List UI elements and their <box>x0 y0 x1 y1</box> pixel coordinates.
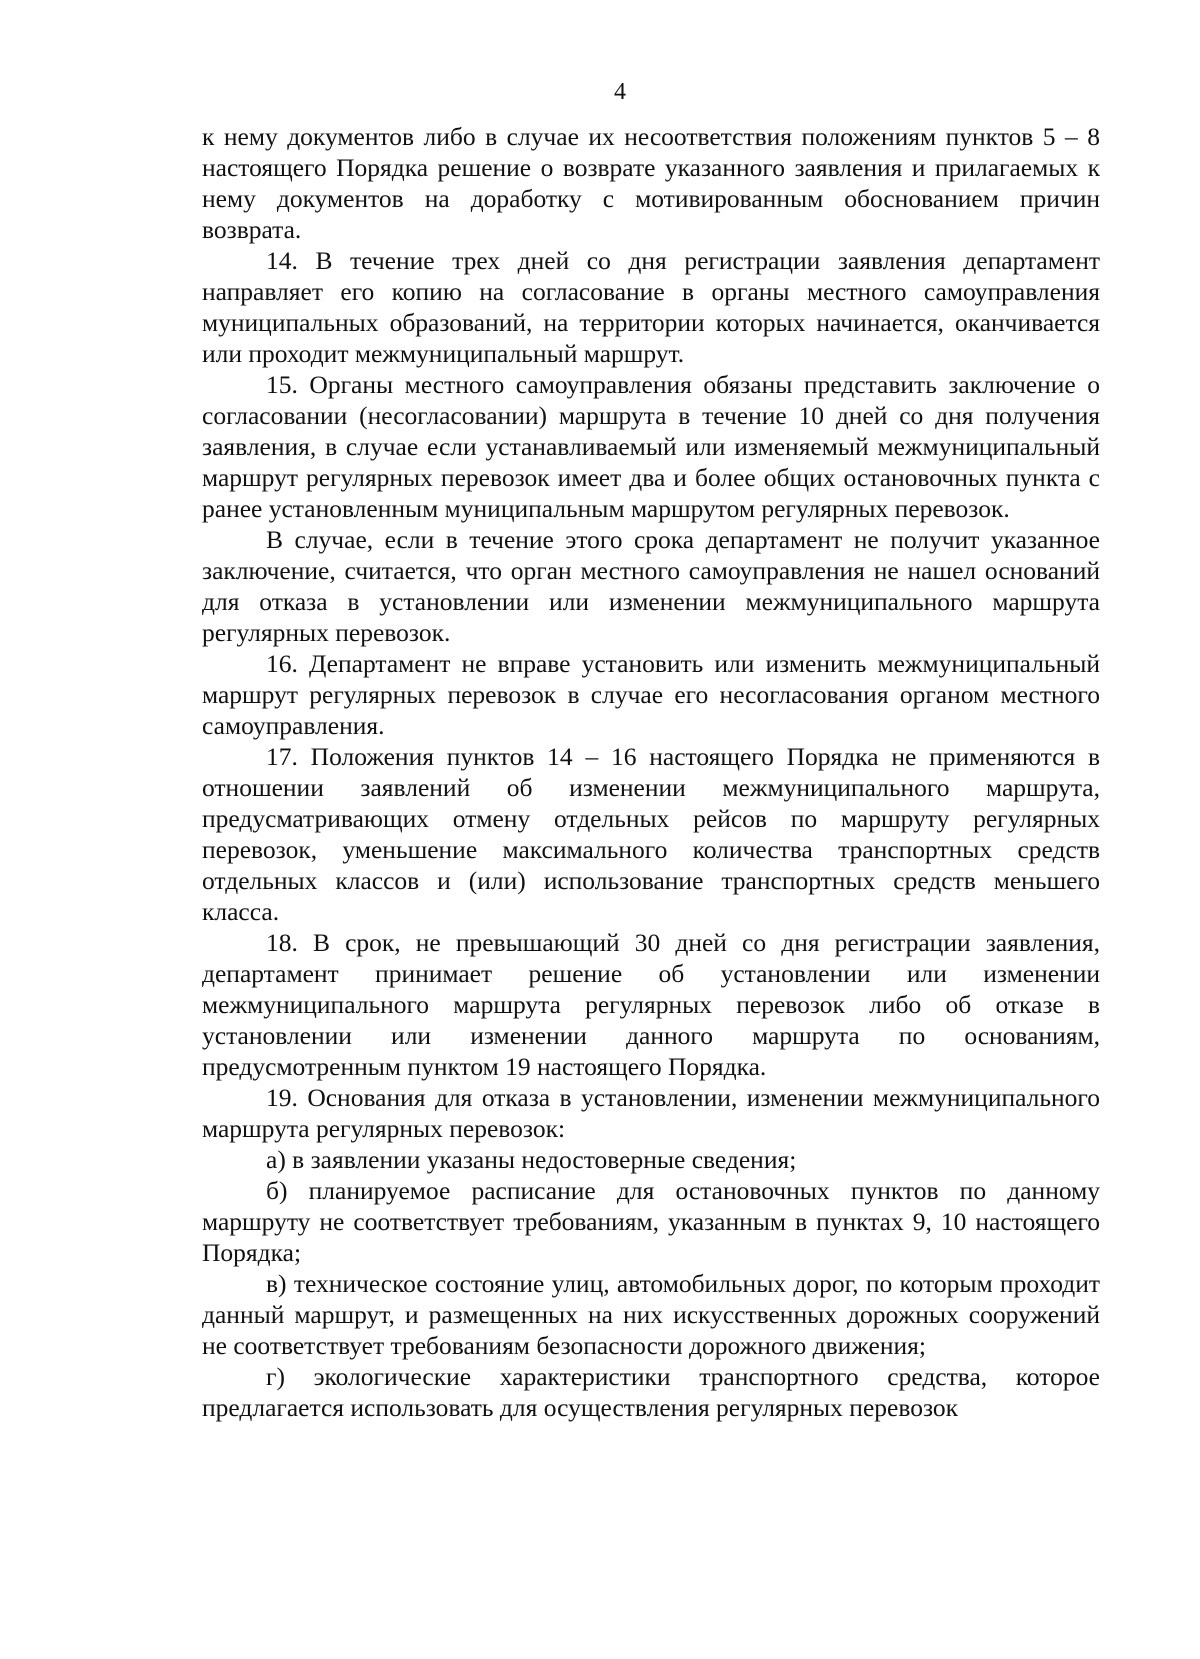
paragraph-17: 17. Положения пунктов 14 – 16 настоящего Порядка не применяются в отношении заявлений об изменении межмуниципального маршрута, предусматривающих отмену отдельных рейсов по маршруту регулярных перевозок, уменьшение максимального количества транспортных средств отдельных классов и (или) использование транспортных средств меньшего класса. <box>202 742 1100 926</box>
paragraph-19-a: а) в заявлении указаны недостоверные сведения; <box>266 1145 797 1174</box>
paragraph-19-g: г) экологические характеристики транспортного средства, которое предлагается использовать для осуществления регулярных перевозок <box>202 1362 1100 1422</box>
paragraph-continuation: к нему документов либо в случае их несоответствия положениям пунктов 5 – 8 настоящего Порядка решение о возврате указанного заявления и прилагаемых к нему документов на доработку с мотивированным обоснованием причин возврата. <box>202 122 1100 244</box>
paragraph-18: 18. В срок, не превышающий 30 дней со дня регистрации заявления, департамент принимает решение об установлении или изменении межмуниципального маршрута регулярных перевозок либо об отказе в установлении или изменении данного маршрута по основаниям, предусмотренным пунктом 19 настоящего Порядка. <box>202 928 1100 1081</box>
paragraph-19: 19. Основания для отказа в установлении, изменении межмуниципального маршрута регулярных перевозок: <box>202 1083 1100 1143</box>
paragraph-15: 15. Органы местного самоуправления обязаны представить заключение о согласовании (несогласовании) маршрута в течение 10 дней со дня получения заявления, в случае если устанавливаемый или изменяемый межмуниципальный маршрут регулярных перевозок имеет два и более общих остановочных пункта с ранее установленным муниципальным маршрутом регулярных перевозок. <box>202 370 1100 523</box>
document-body <box>202 121 1100 1423</box>
paragraph-15-note: В случае, если в течение этого срока департамент не получит указанное заключение, считается, что орган местного самоуправления не нашел оснований для отказа в установлении или изменении межмуниципального маршрута регулярных перевозок. <box>202 525 1100 647</box>
paragraph-19-b: б) планируемое расписание для остановочных пунктов по данному маршруту не соответствует требованиям, указанным в пунктах 9, 10 настоящего Порядка; <box>202 1176 1100 1267</box>
page-number: 4 <box>614 79 626 105</box>
paragraph-14: 14. В течение трех дней со дня регистрации заявления департамент направляет его копию на согласование в органы местного самоуправления муниципальных образований, на территории которых начинается, оканчивается или проходит межмуниципальный маршрут. <box>202 246 1100 368</box>
paragraph-16: 16. Департамент не вправе установить или изменить межмуниципальный маршрут регулярных перевозок в случае его несогласования органом местного самоуправления. <box>202 649 1100 740</box>
paragraph-19-v: в) техническое состояние улиц, автомобильных дорог, по которым проходит данный маршрут, и размещенных на них искусственных дорожных сооружений не соответствует требованиям безопасности дорожного движения; <box>202 1269 1100 1360</box>
